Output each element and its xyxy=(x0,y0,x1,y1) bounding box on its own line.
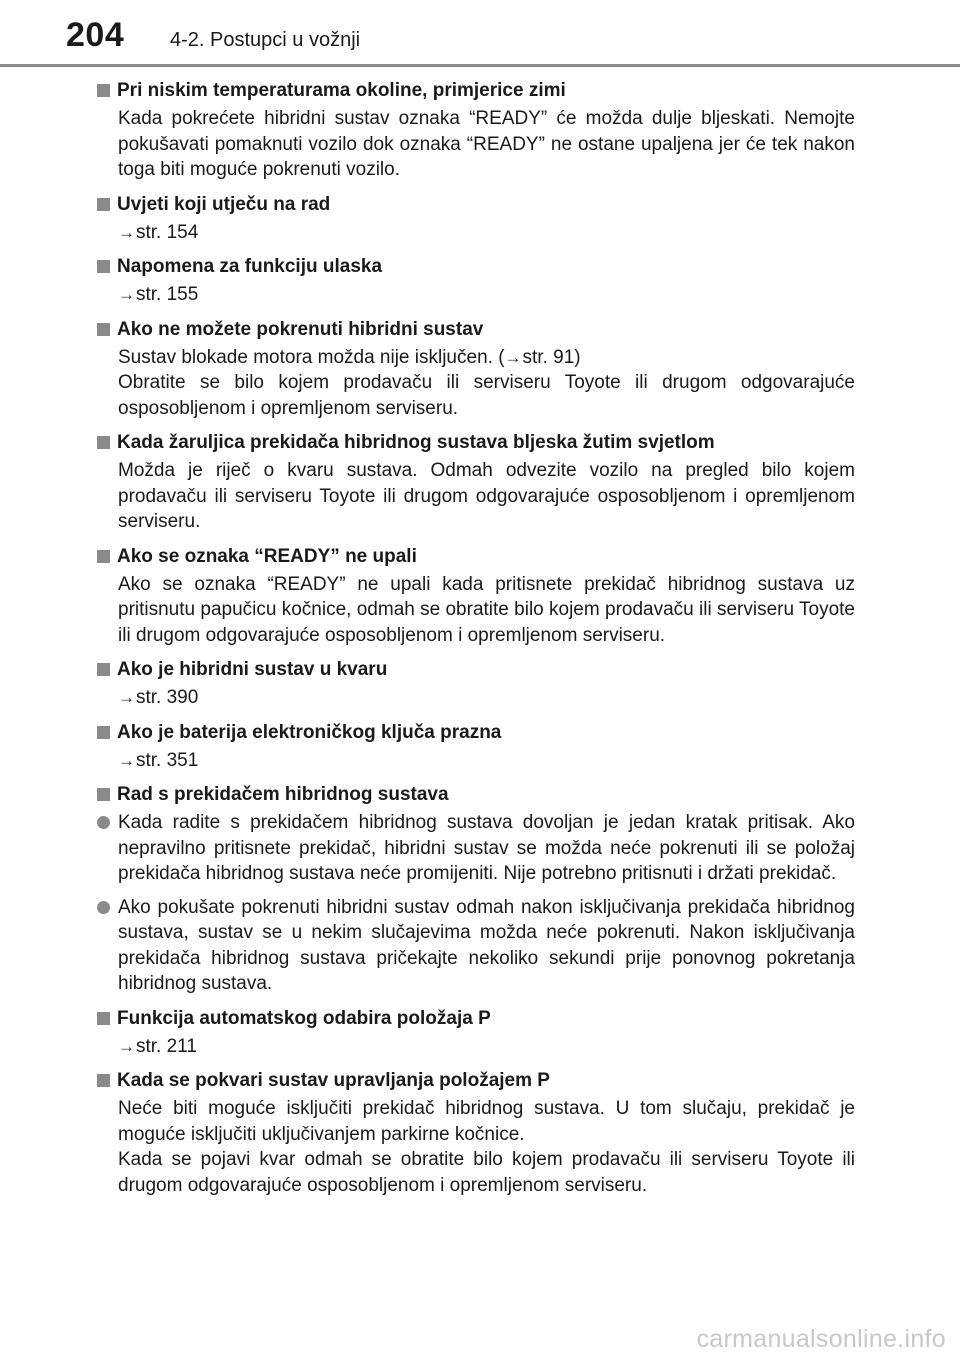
right-arrow-icon: → xyxy=(118,222,135,242)
paragraph: Ako se oznaka “READY” ne upali kada pritisnete prekidač hibridnog sustava uz pritisnutu papučicu kočnice, odmah se obratite bilo kojem prodavaču ili serviseru Toyote ili drugom odgovarajuće osposobljenom i opremljenom serviseru. xyxy=(118,573,855,646)
section-low-temperature xyxy=(97,78,855,183)
page-header xyxy=(0,0,960,70)
section-title xyxy=(97,1068,855,1093)
section-title xyxy=(97,657,855,682)
section-cannot-start xyxy=(97,317,855,422)
paragraph: Neće biti moguće isključiti prekidač hibridnog sustava. U tom slučaju, prekidač je moguće isključiti uključivanjem parkirne kočnice. xyxy=(118,1098,855,1145)
bullet-text: Kada radite s prekidačem hibridnog sustava dovoljan je jedan kratak pritisak. Ako nepravilno pritisnete prekidač, hibridni sustav se možda neće pokrenuti ili se položaj prekidača hibridnog sustava neće promijeniti. Nije potrebno pritisnuti i držati prekidač. xyxy=(118,812,855,884)
section-key-battery xyxy=(97,720,855,774)
section-title-text: Kada se pokvari sustav upravljanja položajem P xyxy=(117,1070,550,1091)
page-reference-text: str. 351 xyxy=(136,749,199,771)
section-title xyxy=(97,544,855,569)
page-reference-text: str. 390 xyxy=(136,687,199,708)
bullet-text: Ako pokušate pokrenuti hibridni sustav odmah nakon isključivanja prekidača hibridnog sustava, sustav se u nekim slučajevima možda neće pokrenuti. Nakon isključivanja prekidača hibridnog sustava pričekajte nekoliko sekundi prije ponovnog pokretanja hibridnog sustava. xyxy=(118,896,855,994)
section-title-text: Kada žaruljica prekidača hibridnog sustava bljeska žutim svjetlom xyxy=(117,432,715,453)
watermark-text: carmanualsonline.info xyxy=(696,1325,946,1353)
page-reference-text[interactable]: str. 91) xyxy=(522,346,581,368)
paragraph: Kada pokrećete hibridni sustav oznaka “READY” će možda dulje bljeskati. Nemojte pokušavati pomaknuti vozilo dok oznaka “READY” ne ostane upaljena jer će tek nakon toga biti moguće pokrenuti vozilo. xyxy=(118,108,855,180)
page-reference[interactable] xyxy=(118,282,855,308)
square-bullet-icon xyxy=(97,726,110,739)
section-title-text: Ako je hibridni sustav u kvaru xyxy=(117,659,388,680)
right-arrow-icon: → xyxy=(504,347,522,367)
square-bullet-icon xyxy=(97,1074,110,1087)
section-title xyxy=(97,782,855,807)
page-number: 204 xyxy=(66,16,125,54)
square-bullet-icon xyxy=(97,550,110,563)
section-title-text: Ako se oznaka “READY” ne upali xyxy=(117,545,417,567)
section-hybrid-malfunction xyxy=(97,657,855,711)
section-title xyxy=(97,254,855,279)
section-ready-not-lit xyxy=(97,544,855,649)
paragraph: Kada se pojavi kvar odmah se obratite bilo kojem prodavaču ili serviseru Toyote ili drugom odgovarajuće osposobljenom i opremljenom serviseru. xyxy=(118,1149,855,1196)
page-reference[interactable] xyxy=(118,748,855,774)
page-reference[interactable] xyxy=(118,685,855,711)
paragraph: Obratite se bilo kojem prodavaču ili serviseru Toyote ili drugom odgovarajuće osposobljenom i opremljenom serviseru. xyxy=(118,372,855,419)
page-reference-text: str. 154 xyxy=(136,221,199,243)
section-heading: 4-2. Postupci u vožnji xyxy=(170,29,361,51)
page-reference-text: str. 211 xyxy=(136,1035,197,1057)
page-reference[interactable] xyxy=(118,220,855,246)
section-title xyxy=(97,1006,855,1031)
section-title-text: Funkcija automatskog odabira položaja P xyxy=(117,1007,491,1029)
page-content xyxy=(97,78,855,1207)
paragraph: Možda je riječ o kvaru sustava. Odmah odvezite vozilo na pregled bilo kojem prodavaču ili serviseru Toyote ili drugom odgovarajuće osposobljenom i opremljenom serviseru. xyxy=(118,460,855,532)
bullet-item xyxy=(118,810,855,887)
section-entry-function-note xyxy=(97,254,855,308)
header-divider xyxy=(0,64,960,67)
section-title-text: Napomena za funkciju ulaska xyxy=(117,256,383,277)
round-bullet-icon xyxy=(97,816,110,829)
square-bullet-icon xyxy=(97,788,110,801)
section-p-position-failure xyxy=(97,1068,855,1198)
right-arrow-icon: → xyxy=(118,688,135,707)
section-operating-conditions xyxy=(97,192,855,246)
section-title-text: Pri niskim temperaturama okoline, primjerice zimi xyxy=(117,80,566,101)
right-arrow-icon: → xyxy=(118,1036,135,1056)
square-bullet-icon xyxy=(97,323,110,336)
page-reference[interactable] xyxy=(118,1034,855,1060)
section-title xyxy=(97,430,855,455)
square-bullet-icon xyxy=(97,436,110,449)
section-title xyxy=(97,720,855,745)
square-bullet-icon xyxy=(97,260,110,273)
section-switch-operation xyxy=(97,782,855,997)
bullet-item xyxy=(118,895,855,997)
square-bullet-icon xyxy=(97,1012,110,1025)
paragraph-text: Sustav blokade motora možda nije isključen. ( xyxy=(118,346,505,368)
section-title xyxy=(97,317,855,342)
round-bullet-icon xyxy=(97,901,110,914)
section-auto-p-selection xyxy=(97,1006,855,1060)
section-title xyxy=(97,78,855,103)
section-indicator-flashing xyxy=(97,430,855,535)
section-title-text: Ako je baterija elektroničkog ključa prazna xyxy=(117,721,502,743)
section-title-text: Uvjeti koji utječu na rad xyxy=(117,193,331,215)
square-bullet-icon xyxy=(97,198,110,211)
section-title-text: Rad s prekidačem hibridnog sustava xyxy=(117,784,449,805)
section-title xyxy=(97,192,855,217)
paragraph xyxy=(118,345,855,371)
right-arrow-icon: → xyxy=(118,750,135,770)
section-title-text: Ako ne možete pokrenuti hibridni sustav xyxy=(117,318,484,340)
square-bullet-icon xyxy=(97,663,110,676)
right-arrow-icon: → xyxy=(118,285,135,304)
square-bullet-icon xyxy=(97,84,110,97)
page-reference-text: str. 155 xyxy=(136,284,199,305)
